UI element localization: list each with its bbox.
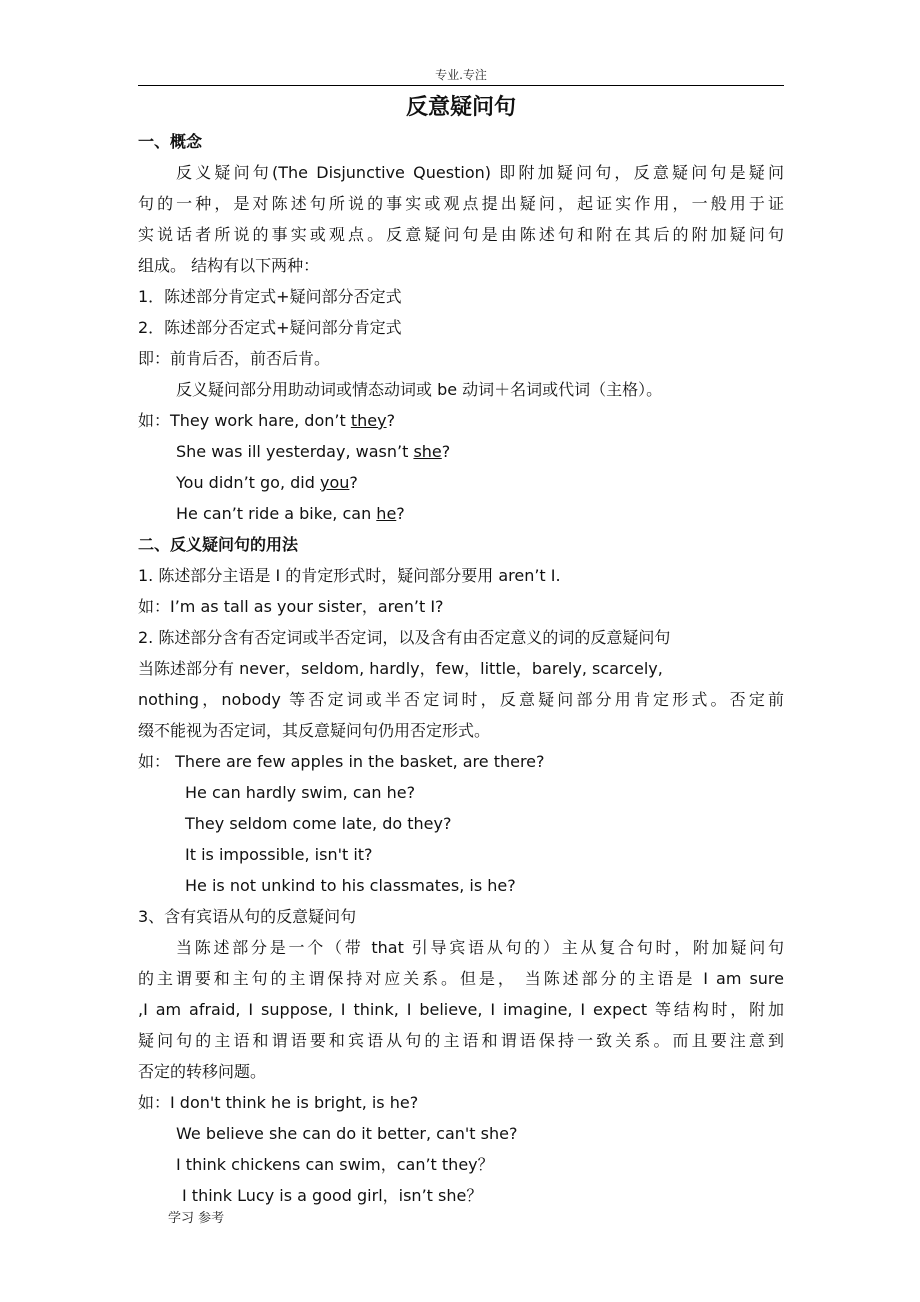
text-line: 1．陈述部分肯定式+疑问部分否定式 [138, 287, 402, 306]
example-sentence: 如：They work hare, don’t [138, 411, 351, 430]
header-rule [138, 85, 784, 86]
text-line: He can hardly swim, can he? [185, 783, 416, 802]
text-line: We believe she can do it better, can't she? [176, 1124, 518, 1143]
page-header: 专业.专注 [435, 68, 487, 82]
underlined-pronoun: he [376, 504, 397, 523]
text-line: 如： There are few apples in the basket, are there? [138, 752, 545, 771]
punctuation: ? [396, 504, 405, 523]
text-line: 句的一种，是对陈述句所说的事实或观点提出疑问，起证实作用，一般用于证 [138, 194, 784, 213]
text-line: 疑问句的主语和谓语要和宾语从句的主语和谓语保持一致关系。而且要注意到 [138, 1031, 784, 1050]
text-lines [138, 126, 784, 1211]
text-line: nothing，nobody 等否定词或半否定词时，反意疑问部分用肯定形式。否定前 [138, 690, 784, 709]
text-line: 的主谓要和主句的主谓保持对应关系。但是， 当陈述部分的主语是 I am sure [138, 969, 784, 988]
text-line: 当陈述部分是一个（带 that 引导宾语从句的）主从复合句时，附加疑问句 [176, 938, 784, 957]
punctuation: ? [386, 411, 396, 430]
example-sentence: She was ill yesterday, wasn’t [176, 442, 414, 461]
document-title: 反意疑问句 [405, 95, 516, 120]
text-line: 反义疑问句(The Disjunctive Question) 即附加疑问句，反意疑问句是疑问 [176, 163, 784, 182]
text-line: They seldom come late, do they? [185, 814, 452, 833]
text-line [138, 467, 784, 498]
section-heading: 二、反义疑问句的用法 [138, 535, 299, 554]
text-line: ,I am afraid, I suppose, I think, I believe, I imagine, I expect 等结构时，附加 [138, 1000, 784, 1019]
section-heading: 一、概念 [138, 132, 203, 151]
example-sentence: He can’t ride a bike, can [176, 504, 377, 523]
text-line: 实说话者所说的事实或观点。反意疑问句是由陈述句和附在其后的附加疑问句 [138, 225, 784, 244]
example-sentence: You didn’t go, did [176, 473, 320, 492]
text-line: I think Lucy is a good girl，isn’t she？ [182, 1186, 483, 1205]
text-line: 当陈述部分有 never，seldom, hardly，few，little，barely, scarcely, [138, 659, 663, 678]
text-line [138, 405, 784, 436]
text-line: 组成。 结构有以下两种： [138, 256, 320, 275]
text-line: 否定的转移问题。 [138, 1062, 267, 1081]
punctuation: ? [441, 442, 451, 461]
document-body [138, 92, 784, 1211]
text-line: 缀不能视为否定词，其反意疑问句仍用否定形式。 [138, 721, 491, 740]
text-line: 2. 陈述部分含有否定词或半否定词，以及含有由否定意义的词的反意疑问句 [138, 628, 671, 647]
text-line: 3、含有宾语从句的反意疑问句 [138, 907, 357, 926]
text-line: 反义疑问部分用助动词或情态动词或 be 动词＋名词或代词（主格）。 [176, 380, 663, 399]
text-line: 如：I don't think he is bright, is he? [138, 1093, 419, 1112]
text-line [138, 436, 784, 467]
text-line: He is not unkind to his classmates, is he? [185, 876, 516, 895]
page-footer: 学习 参考 [168, 1211, 225, 1226]
text-line [138, 498, 784, 529]
underlined-pronoun: they [350, 411, 387, 430]
text-line: 即：前肯后否，前否后肯。 [138, 349, 331, 368]
text-line: 如：I’m as tall as your sister，aren’t I? [138, 597, 444, 616]
text-line: It is impossible, isn't it? [185, 845, 373, 864]
text-line: I think chickens can swim，can’t they？ [176, 1155, 494, 1174]
underlined-pronoun: you [319, 473, 350, 492]
text-line: 2．陈述部分否定式+疑问部分肯定式 [138, 318, 402, 337]
text-line: 1. 陈述部分主语是 I 的肯定形式时，疑问部分要用 aren’t I. [138, 566, 561, 585]
punctuation: ? [349, 473, 358, 492]
underlined-pronoun: she [413, 442, 442, 461]
